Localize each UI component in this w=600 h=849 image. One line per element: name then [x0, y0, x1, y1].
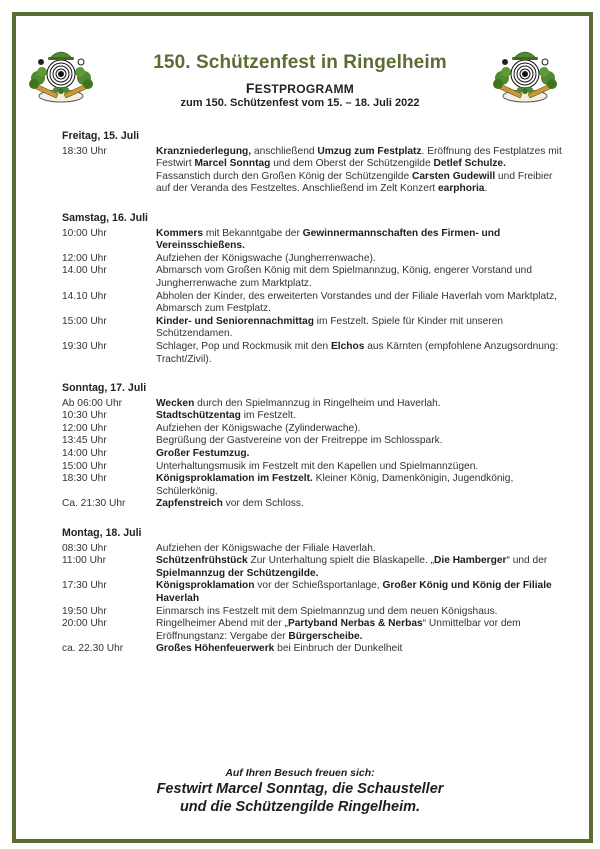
event-row	[62, 555, 562, 580]
page-title: 150. Schützenfest in Ringelheim	[153, 52, 447, 73]
event-description	[156, 265, 562, 290]
event-text: Abmarsch vom Großen König mit dem Spielmannzug, König, engerer Vorstand und Jungherrenwache zum Marktplatz.	[156, 265, 533, 289]
event-description	[156, 461, 562, 474]
event-description	[156, 316, 562, 341]
event-time: 17:30 Uhr	[62, 580, 107, 592]
event-row	[62, 618, 562, 643]
event-text: bei Einbruch der Dunkelheit	[274, 643, 403, 655]
event-description	[156, 606, 562, 619]
event-text: anschließend	[251, 145, 318, 157]
event-row	[62, 643, 562, 656]
footer-intro: Auf Ihren Besuch freuen sich:	[225, 767, 375, 779]
day-title: Sonntag, 17. Juli	[62, 382, 147, 395]
event-text: im Festzelt. Spiele für Kinder mit unseren Schützendamen.	[156, 315, 504, 340]
event-time: Ca. 21:30 Uhr	[62, 498, 126, 510]
event-text: aus Kärnten (empfohlene Anzugsordnung: Tracht/Zivil).	[156, 340, 559, 365]
event-text: im Festzelt.	[240, 410, 296, 422]
event-row	[62, 253, 562, 266]
event-text: und Freibier auf der Veranda des Festzeltes. Anschließend im Zelt Konzert	[156, 170, 553, 195]
event-highlight: Schützenfrühstück	[156, 555, 248, 567]
event-time: 15:00 Uhr	[62, 460, 107, 472]
event-description	[156, 618, 562, 643]
day-section	[62, 382, 562, 511]
event-text: Zur Unterhaltung spielt die Blaskapelle. „	[247, 555, 435, 567]
event-row	[62, 435, 562, 448]
event-highlight: Kommers	[156, 227, 203, 239]
event-row	[62, 473, 562, 498]
event-highlight: Wecken	[156, 397, 195, 409]
event-description	[156, 341, 562, 366]
event-description	[156, 580, 562, 605]
event-text: Aufziehen der Königswache der Filiale Haverlah.	[156, 542, 376, 554]
event-time: 14.10 Uhr	[62, 290, 107, 302]
event-highlight: Königsproklamation im Festzelt.	[156, 473, 313, 485]
event-time: 12:00 Uhr	[62, 422, 107, 434]
event-time: 08:30 Uhr	[62, 542, 107, 554]
day-section	[62, 527, 562, 656]
program-subheading: zum 150. Schützenfest vom 15. – 18. Juli 2022	[180, 97, 420, 109]
day-title: Montag, 18. Juli	[62, 527, 142, 540]
event-time: 14:00 Uhr	[62, 448, 107, 460]
event-row	[62, 341, 562, 366]
event-highlight: Gewinnermannschaften des Firmen- und Vereinsschießens.	[156, 227, 501, 252]
event-highlight: Umzug zum Festplatz	[317, 145, 422, 157]
event-highlight: Kranzniederlegung,	[156, 145, 252, 157]
event-text: durch den Spielmannzug in Ringelheim und Haverlah.	[194, 397, 441, 409]
event-text: Begrüßung der Gastvereine von der Freitreppe im Schlosspark.	[156, 435, 443, 447]
event-text: und dem Oberst der Schützengilde	[270, 158, 434, 170]
day-section	[62, 212, 562, 366]
event-text: Unterhaltungsmusik im Festzelt mit den Kapellen und Spielmannzügen.	[156, 460, 479, 472]
event-highlight: Detlef Schulze.	[433, 158, 506, 170]
event-highlight: Spielmannzug der Schützengilde.	[156, 567, 319, 579]
event-text: Einmarsch ins Festzelt mit dem Spielmannzug und dem neuen Königshaus.	[156, 605, 498, 617]
event-time: 18:30 Uhr	[62, 145, 107, 157]
event-description	[156, 398, 562, 411]
event-highlight: Partyband Nerbas & Nerbas	[287, 618, 423, 630]
event-text: Ringelheimer Abend mit der „	[156, 618, 288, 630]
event-time: 20:00 Uhr	[62, 618, 107, 630]
event-time: 19:30 Uhr	[62, 340, 107, 352]
event-text: Fassanstich durch den Großen König der Schützengilde	[156, 170, 412, 182]
event-highlight: Königsproklamation	[156, 580, 255, 592]
day-title: Samstag, 16. Juli	[62, 211, 148, 224]
event-time: 11:00 Uhr	[62, 555, 106, 567]
event-time: 10:30 Uhr	[62, 410, 107, 422]
program-heading	[0, 80, 600, 96]
event-text: Kleiner König, Damenkönigin, Jugendkönig, Schülerkönig.	[156, 473, 514, 497]
event-row	[62, 543, 562, 556]
event-row	[62, 316, 562, 341]
schedule	[62, 130, 562, 672]
event-description	[156, 228, 562, 253]
event-time: 18:30 Uhr	[62, 473, 107, 485]
program-heading-initial: F	[245, 80, 255, 96]
event-description	[156, 555, 562, 580]
event-time: Ab 06:00 Uhr	[62, 397, 123, 409]
day-section	[62, 130, 562, 196]
event-description	[156, 146, 562, 196]
event-row	[62, 448, 562, 461]
event-row	[62, 461, 562, 474]
event-text: Schlager, Pop und Rockmusik mit den	[156, 340, 331, 352]
event-text: vor dem Schloss.	[222, 498, 304, 510]
event-row	[62, 410, 562, 423]
event-highlight: Die Hamberger	[434, 555, 507, 567]
event-time: 15:00 Uhr	[62, 315, 107, 327]
event-time: 13:45 Uhr	[62, 435, 107, 447]
event-description	[156, 498, 562, 511]
event-highlight: earphoria	[438, 183, 485, 195]
event-description	[156, 253, 562, 266]
event-description	[156, 643, 562, 656]
event-highlight: Marcel Sonntag	[194, 158, 271, 170]
program-heading-rest: ESTPROGRAMM	[254, 82, 355, 96]
event-highlight: Großes Höhenfeuerwerk	[156, 643, 275, 655]
event-time: ca. 22.30 Uhr	[62, 643, 124, 655]
event-text: mit Bekanntgabe der	[203, 227, 303, 239]
event-text: .	[484, 183, 488, 195]
event-text: . Eröffnung des Festplatzes mit Festwirt	[156, 145, 562, 170]
event-text: Aufziehen der Königswache (Jungherrenwache).	[156, 252, 376, 264]
event-row	[62, 498, 562, 511]
event-highlight: Zapfenstreich	[156, 498, 223, 510]
event-row	[62, 265, 562, 290]
event-time: 14.00 Uhr	[62, 265, 107, 277]
event-highlight: Stadtschützentag	[156, 410, 241, 422]
event-highlight: Großer Festumzug.	[156, 448, 250, 460]
day-title: Freitag, 15. Juli	[62, 130, 140, 142]
event-description	[156, 543, 562, 556]
event-row	[62, 580, 562, 605]
event-text: Aufziehen der Königswache (Zylinderwache).	[156, 422, 361, 434]
event-highlight: Kinder- und Seniorennachmittag	[156, 315, 314, 327]
event-time: 19:50 Uhr	[62, 605, 107, 617]
event-row	[62, 606, 562, 619]
event-highlight: Elchos	[330, 340, 365, 352]
event-description	[156, 410, 562, 423]
event-description	[156, 435, 562, 448]
event-text: Abholen der Kinder, des erweiterten Vorstandes und der Filiale Haverlah vom Marktplatz, Abmarsch zum Festplatz.	[156, 290, 557, 315]
footer-hosts-line2: und die Schützengilde Ringelheim.	[179, 799, 421, 815]
event-text: vor der Schießsportanlage,	[254, 580, 383, 592]
event-row	[62, 228, 562, 253]
footer-hosts-line1: Festwirt Marcel Sonntag, die Schausteller	[156, 781, 444, 797]
event-description	[156, 423, 562, 436]
event-description	[156, 291, 562, 316]
event-highlight: Carsten Gudewill	[411, 170, 496, 182]
event-description	[156, 473, 562, 498]
event-row	[62, 146, 562, 196]
event-row	[62, 291, 562, 316]
event-row	[62, 423, 562, 436]
event-text: “ Unmittelbar vor dem Eröffnungstanz: Vergabe der	[156, 618, 521, 642]
event-time: 10:00 Uhr	[62, 227, 107, 239]
event-row	[62, 398, 562, 411]
event-text: “ und der	[506, 555, 548, 567]
event-highlight: Großer König und König der Filiale Haverlah	[156, 580, 552, 604]
event-highlight: Bürgerscheibe.	[288, 630, 363, 642]
event-time: 12:00 Uhr	[62, 252, 107, 264]
event-description	[156, 448, 562, 461]
